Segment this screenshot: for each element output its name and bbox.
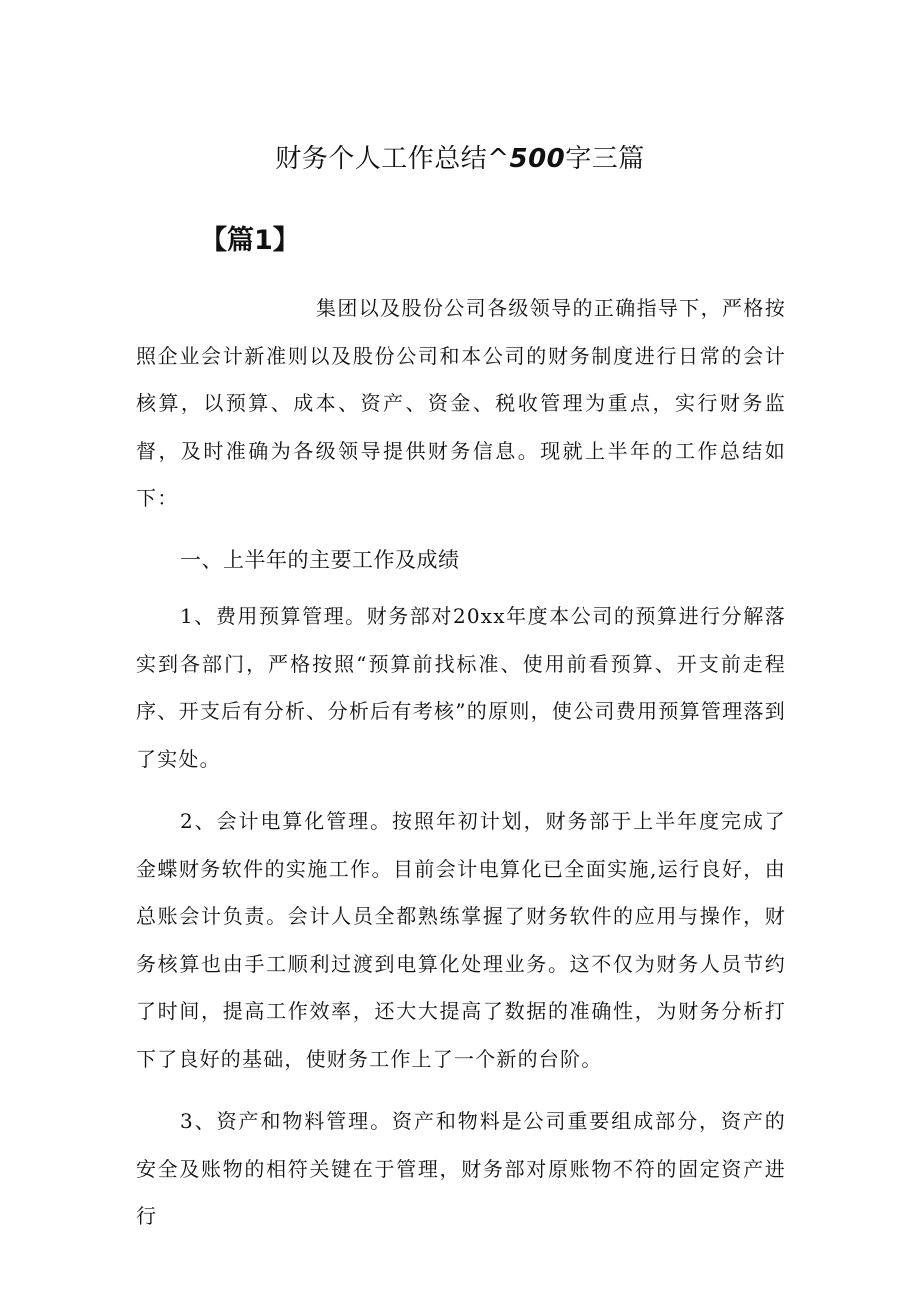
title-suffix: 字三篇 [565,144,645,174]
subheading-main-work: 一、上半年的主要工作及成绩 [180,548,460,572]
title-prefix: 财务个人工作总结^ [275,144,510,174]
section-label: 【篇1】 [200,225,300,256]
paragraph-asset-management: 3、资产和物料管理。资产和物料是公司重要组成部分，资产的安全及账物的相符关键在于管理，财务部对原账物不符的固定资产进行 [136,1109,786,1229]
intro-paragraph: 集团以及股份公司各级领导的正确指导下，严格按照企业会计新准则以及股份公司和本公司的财务制度进行日常的会计核算，以预算、成本、资产、资金、税收管理为重点，实行财务监督，及时准确为各级领导提供财务信息。现就上半年的工作总结如下： [136,296,786,511]
document-title [0,138,920,175]
paragraph-accounting-computerization: 2、会计电算化管理。按照年初计划，财务部于上半年度完成了金蝶财务软件的实施工作。目前会计电算化已全面实施,运行良好，由总账会计负责。会计人员全都熟练掌握了财务软件的应用与操作，财务核算也由手工顺利过渡到电算化处理业务。这不仅为财务人员节约了时间，提高工作效率，还大大提高了数据的准确性，为财务分析打下了良好的基础，使财务工作上了一个新的台阶。 [136,809,786,1071]
paragraph-budget-management: 1、费用预算管理。财务部对20xx年度本公司的预算进行分解落实到各部门，严格按照“预算前找标准、使用前看预算、开支前走程序、开支后有分析、分析后有考核”的原则，使公司费用预算管理落到了实处。 [136,604,786,771]
title-number: 500 [509,144,566,174]
